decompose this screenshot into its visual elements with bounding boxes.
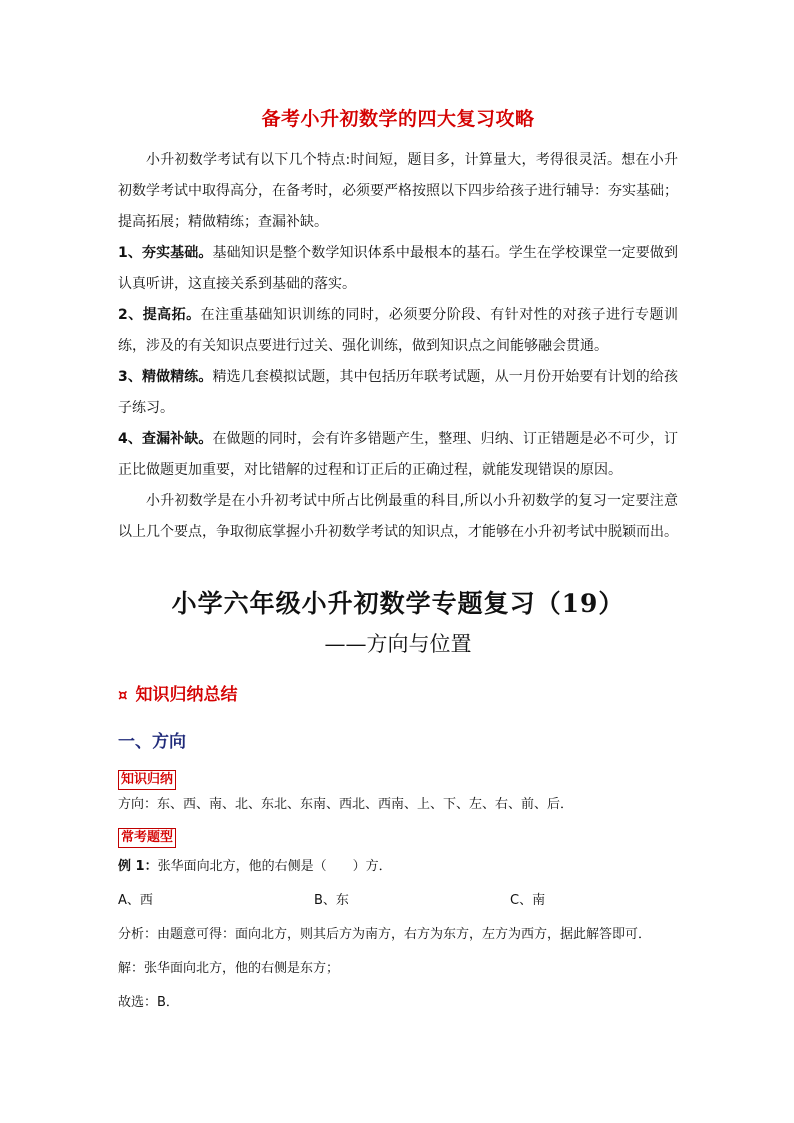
example-question-text: 张华面向北方，他的右侧是（ ）方． <box>157 859 392 874</box>
example-analysis: 分析：由题意可得：面向北方，则其后方为南方，右方为东方，左方为西方，据此解答即可． <box>118 927 652 942</box>
tip-4-text: 在做题的同时，会有许多错题产生，整理、归纳、订正错题是必不可少，订正比做题更加重要，对比错解的过程和订正后的正确过程，就能发现错误的原因。 <box>118 431 679 478</box>
tip-2-label: 2、提高拓。 <box>118 307 201 323</box>
example-solution: 解：张华面向北方，他的右侧是东方； <box>118 961 340 976</box>
main-subtitle: ——方向与位置 <box>324 632 472 656</box>
tip-4-label: 4、查漏补缺。 <box>118 431 213 447</box>
tip-2 <box>118 300 678 362</box>
document-page <box>118 104 678 1018</box>
tip-4 <box>118 424 678 486</box>
document-title: 备考小升初数学的四大复习攻略 <box>261 108 535 130</box>
tip-2-text: 在注重基础知识训练的同时，必须要分阶段、有针对性的对孩子进行专题训练，涉及的有关知识点要进行过关、强化训练，做到知识点之间能够融会贯通。 <box>118 307 678 354</box>
choice-c: C、南 <box>510 893 546 908</box>
directions-line: 方向：东、西、南、北、东北、东南、西北、西南、上、下、左、右、前、后． <box>118 797 574 812</box>
example-answer: 故选：B． <box>118 995 179 1010</box>
choice-b: B、东 <box>314 893 349 908</box>
section-heading <box>118 680 678 705</box>
subsection-heading: 一、方向 <box>118 732 186 752</box>
tip-3 <box>118 362 678 424</box>
tag-question-wrap <box>118 826 678 848</box>
tag-knowledge: 知识归纳 <box>118 770 176 790</box>
example-label: 例 1： <box>118 859 158 874</box>
example-question <box>118 852 678 882</box>
main-title: 小学六年级小升初数学专题复习（19） <box>171 589 625 618</box>
tip-1 <box>118 238 678 300</box>
tip-3-label: 3、精做精练。 <box>118 369 213 385</box>
tip-1-label: 1、夯实基础。 <box>118 245 213 261</box>
conclusion-paragraph: 小升初数学是在小升初考试中所占比例最重的科目,所以小升初数学的复习一定要注意以上几个要点，争取彻底掌握小升初数学考试的知识点，才能够在小升初考试中脱颖而出。 <box>118 493 678 540</box>
tip-1-text: 基础知识是整个数学知识体系中最根本的基石。学生在学校课堂一定要做到认真听讲，这直接关系到基础的落实。 <box>118 245 679 292</box>
tip-3-text: 精选几套模拟试题，其中包括历年联考试题，从一月份开始要有计划的给孩子练习。 <box>118 369 679 416</box>
intro-paragraph: 小升初数学考试有以下几个特点:时间短，题目多，计算量大，考得很灵活。想在小升初数学考试中取得高分，在备考时，必须要严格按照以下四步给孩子进行辅导：夯实基础；提高拓展；精做精练；查漏补缺。 <box>118 152 678 230</box>
example-choices <box>118 886 678 916</box>
tag-question: 常考题型 <box>118 828 176 848</box>
currency-mark-icon: ¤ <box>118 686 128 704</box>
tag-knowledge-wrap <box>118 768 678 790</box>
choice-a: A、西 <box>118 893 153 908</box>
section-heading-label: 知识归纳总结 <box>135 685 238 705</box>
